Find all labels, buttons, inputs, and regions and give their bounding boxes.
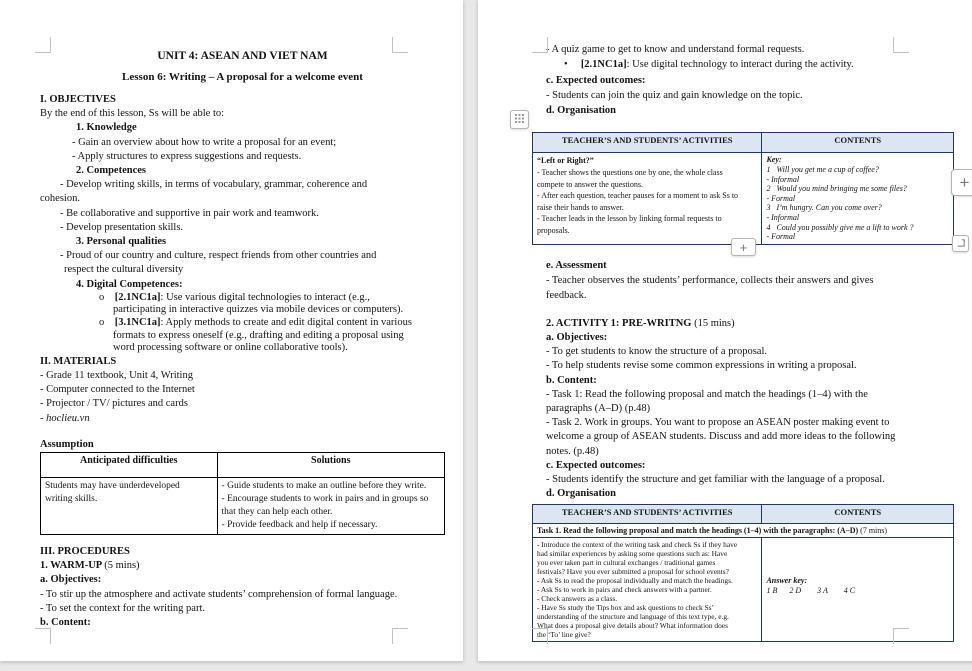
cell-line — [537, 549, 757, 558]
text-run: 2 Would you mind bringing me some files? — [766, 184, 907, 194]
doc-line — [40, 545, 445, 559]
text-run: - Projector / TV/ pictures and cards — [40, 398, 188, 410]
cell-line — [537, 540, 757, 549]
table-cell — [533, 153, 762, 244]
page-1 — [0, 0, 463, 661]
text-run: [3.1NC1a] — [114, 317, 161, 329]
cell-line — [537, 585, 757, 594]
column-header: Solutions — [217, 453, 444, 478]
text-run: • — [564, 59, 581, 71]
insert-plus-icon: + — [739, 239, 748, 255]
text-run: d. Organisation — [546, 105, 617, 117]
text-run: - Apply structures to express suggestions and requests. — [72, 150, 302, 162]
table-row — [41, 478, 445, 535]
doc-line — [546, 430, 972, 444]
cell-line — [537, 213, 757, 225]
table-drag-handle-icon — [514, 111, 525, 129]
doc-line — [40, 342, 445, 355]
text-run: writing skills. — [45, 494, 98, 505]
cell-line — [45, 480, 213, 493]
cell-line — [766, 184, 949, 194]
text-run: feedback. — [546, 290, 587, 302]
doc-line — [546, 57, 972, 72]
text-run: Lesson 6: Writing – A proposal for a welcome event — [122, 71, 363, 83]
doc-line — [546, 88, 972, 103]
cell-line — [537, 621, 757, 630]
doc-line — [546, 73, 972, 88]
text-run: o — [99, 291, 115, 303]
cell-line — [766, 576, 949, 586]
spacer — [546, 118, 547, 132]
crop-mark — [35, 628, 51, 644]
text-run: - Informal — [766, 213, 800, 223]
column-header: Anticipated difficulties — [41, 453, 218, 478]
spacer — [40, 426, 41, 438]
spacer — [40, 535, 41, 545]
doc-line — [546, 487, 972, 501]
cell-line — [537, 167, 757, 179]
table-header-row — [533, 505, 954, 524]
doc-line — [40, 602, 445, 616]
text-run: - Students identify the structure and get familiar with the language of a proposal. — [546, 474, 885, 486]
cell-line — [537, 603, 757, 612]
doc-line — [40, 249, 445, 263]
text-run: - Grade 11 textbook, Unit 4, Writing — [40, 370, 193, 382]
insert-row-button[interactable] — [731, 238, 756, 256]
page-2-content — [478, 0, 972, 642]
text-run: Students may have underdeveloped — [45, 481, 180, 492]
text-run: “Left or Right?” — [537, 156, 594, 166]
doc-line — [546, 331, 972, 345]
table-cell — [533, 538, 762, 642]
spacer — [546, 245, 547, 258]
text-run: - Develop writing skills, in terms of vocabulary, grammar, coherence and — [60, 179, 368, 191]
cell-line — [222, 506, 440, 519]
crop-mark — [532, 37, 548, 53]
cell-line — [766, 194, 949, 204]
table-row — [533, 153, 954, 244]
text-run: - Proud of our country and culture, respect friends from other countries and — [60, 250, 377, 262]
fit-page-button[interactable] — [952, 235, 969, 252]
text-run: a. Objectives: — [40, 574, 102, 586]
spacer — [546, 304, 547, 316]
cell-line — [537, 630, 757, 639]
text-run: (7 mins) — [860, 526, 888, 536]
doc-line — [546, 445, 972, 459]
text-run: - Ask Ss to work in pairs and check answers with a partner. — [537, 585, 712, 595]
doc-line — [40, 164, 445, 178]
text-run: raise their hands to answer. — [537, 202, 624, 212]
doc-line — [40, 278, 445, 292]
cell-line — [766, 213, 949, 223]
cell-line — [766, 586, 949, 596]
text-run: 3. Personal qualities — [76, 236, 167, 248]
text-run: - Develop presentation skills. — [60, 221, 184, 233]
cell-line — [537, 155, 757, 167]
text-run: - Computer connected to the Internet — [40, 384, 195, 396]
cell-line — [222, 480, 440, 493]
cell-line — [45, 493, 213, 506]
text-run: b. Content: — [546, 374, 597, 386]
text-run: - Ask Ss to read the proposal individually and match the headings. — [537, 576, 733, 586]
text-run: the ‘To’ line give? — [537, 630, 591, 640]
doc-table — [532, 132, 954, 244]
side-add-button[interactable] — [951, 169, 972, 196]
doc-line — [40, 292, 445, 305]
doc-line — [546, 103, 972, 118]
text-run: - Teacher leads in the lesson by linking formal requests to — [537, 214, 722, 224]
table-cell — [41, 478, 218, 535]
text-run: cohesion. — [40, 193, 80, 205]
doc-line — [546, 359, 972, 373]
side-plus-icon: + — [959, 172, 970, 192]
text-run: 2. ACTIVITY 1: PRE-WRITNG — [546, 317, 695, 329]
text-run: (5 mins) — [104, 560, 140, 572]
cell-line — [537, 576, 757, 585]
doc-line — [40, 178, 445, 192]
doc-line — [546, 273, 972, 288]
text-run: - A quiz game to get to know and understand formal requests. — [546, 44, 805, 55]
text-run: word processing software or online collaborative tools). — [113, 342, 348, 354]
text-run: - — [40, 412, 47, 424]
crop-mark — [893, 628, 909, 644]
crop-mark — [532, 628, 548, 644]
table-cell — [217, 478, 444, 535]
doc-line — [40, 559, 445, 573]
text-run: e. Assessment — [546, 259, 607, 271]
crop-mark — [893, 37, 909, 53]
doc-line — [546, 402, 972, 416]
text-run: III. PROCEDURES — [40, 546, 130, 558]
text-run: Key: — [766, 155, 782, 165]
column-header: CONTENTS — [762, 505, 954, 524]
doc-line — [40, 207, 445, 221]
crop-mark — [392, 37, 408, 53]
doc-line — [546, 316, 972, 331]
text-run: proposals. — [537, 226, 570, 236]
text-run: - Gain an overview about how to write a proposal for an event; — [72, 136, 337, 148]
column-header: CONTENTS — [762, 133, 954, 153]
table-header-row — [41, 453, 445, 478]
doc-line — [40, 150, 445, 164]
text-run: 1. WARM-UP — [40, 560, 105, 572]
doc-line — [40, 235, 445, 249]
cell-line — [766, 165, 949, 175]
text-run: c. Expected outcomes: — [546, 74, 646, 86]
text-run: : Use various digital technologies to interact (e.g., — [160, 291, 370, 303]
text-run: UNIT 4: ASEAN AND VIET NAM — [157, 50, 328, 62]
doc-line — [40, 263, 445, 277]
table-drag-handle[interactable] — [510, 110, 529, 129]
text-run: : Apply methods to create and edit digital content in various — [160, 317, 412, 329]
doc-line — [546, 345, 972, 359]
text-run: - Teacher observes the students’ performance, collects their answers and gives — [546, 275, 874, 287]
text-run: - Informal — [766, 174, 800, 184]
doc-table — [40, 452, 445, 535]
doc-line — [40, 107, 445, 121]
text-run: participating in interactive quizzes via mobile devices or computers). — [113, 304, 404, 316]
cell-line — [537, 225, 757, 237]
crop-mark — [35, 37, 51, 53]
text-run: that they can help each other. — [221, 507, 333, 518]
text-run: - Task 1: Read the following proposal and match the headings (1–4) with the — [546, 388, 868, 400]
doc-line — [546, 288, 972, 303]
doc-line — [40, 588, 445, 602]
table-row — [533, 538, 954, 642]
doc-line — [546, 258, 972, 273]
text-run: - To help students revise some common expressions in writing a proposal. — [546, 360, 857, 372]
doc-line — [40, 616, 445, 630]
table-cell — [762, 538, 954, 642]
cell-line — [766, 175, 949, 185]
text-run: - Introduce the context of the writing task and check Ss if they have — [537, 540, 738, 550]
text-run: you ever taken part in cultural exchanges / traditional games — [537, 558, 716, 568]
text-run: [2.1NC1a] — [114, 291, 161, 303]
doc-line — [40, 438, 445, 452]
doc-line — [40, 121, 445, 135]
doc-line — [40, 221, 445, 235]
text-run: - After each question, teacher pauses for a moment to ask Ss to — [537, 191, 739, 201]
doc-line — [40, 573, 445, 587]
task-title-cell — [533, 524, 954, 538]
cell-line — [766, 232, 949, 242]
text-run: 4 Could you possibly give me a lift to work ? — [766, 222, 914, 232]
text-run: had similar experiences by asking some questions such as: Have — [537, 549, 728, 559]
doc-line — [40, 70, 445, 85]
doc-line — [546, 416, 972, 430]
text-run: formats to express oneself (e.g., drafting and editing a proposal using — [113, 329, 404, 341]
doc-line — [40, 317, 445, 330]
text-run: welcome a group of ASEAN students. Discuss and add more ideas to the following — [546, 431, 896, 443]
cell-line — [222, 493, 440, 506]
doc-line — [546, 473, 972, 487]
column-header: TEACHER’S AND STUDENTS’ ACTIVITIES — [533, 133, 762, 153]
text-run: Answer key: — [766, 576, 808, 586]
text-run: II. MATERIALS — [40, 355, 117, 367]
text-run: a. Objectives: — [546, 332, 608, 344]
text-run: notes. (p.48) — [546, 445, 599, 457]
text-run: compete to answer the questions. — [537, 179, 643, 189]
cell-line — [222, 519, 440, 532]
text-run: I. OBJECTIVES — [40, 94, 116, 105]
text-run: 3 I’m hungry. Can you come over? — [766, 203, 882, 213]
text-run: - To set the context for the writing part. — [40, 602, 205, 614]
text-run: - Students can join the quiz and gain knowledge on the topic. — [546, 89, 803, 101]
table-span-row — [533, 524, 954, 538]
text-run: - To get students to know the structure of a proposal. — [546, 346, 767, 358]
doc-line — [546, 374, 972, 388]
text-run: Assumption — [40, 438, 94, 450]
text-run: - Guide students to make an outline before they write. — [221, 481, 427, 492]
text-run: - Check answers as a class. — [537, 594, 618, 604]
doc-line — [40, 49, 445, 64]
doc-line — [546, 459, 972, 473]
cell-line — [537, 202, 757, 214]
doc-line — [546, 388, 972, 402]
text-run: 4. Digital Competences: — [76, 278, 183, 290]
text-run: understanding of the structure and language of this text type, e.g. — [537, 612, 729, 622]
cell-line — [766, 155, 949, 165]
text-run: By the end of this lesson, Ss will be able to: — [40, 108, 225, 120]
text-run: 1. Knowledge — [76, 122, 137, 134]
text-run: - Provide feedback and help if necessary. — [221, 520, 378, 531]
cell-line — [537, 179, 757, 191]
crop-mark — [392, 628, 408, 644]
cell-line — [537, 558, 757, 567]
text-run: 1 B 2 D 3 A 4 C — [766, 586, 856, 596]
text-run: - Teacher shows the questions one by one, the whole class — [537, 168, 723, 178]
doc-line — [40, 93, 445, 107]
text-run: d. Organisation — [546, 488, 617, 500]
doc-line — [40, 192, 445, 206]
doc-line — [40, 355, 445, 369]
text-run: - Encourage students to work in pairs and in groups so — [221, 494, 429, 505]
text-run: hoclieu.vn — [46, 412, 90, 424]
fit-corner-icon — [955, 235, 966, 253]
column-header: TEACHER’S AND STUDENTS’ ACTIVITIES — [533, 505, 762, 524]
doc-line — [40, 383, 445, 397]
text-run: : Use digital technology to interact during the activity. — [626, 59, 854, 71]
text-run: - To stir up the atmosphere and activate students’ comprehension of formal language. — [40, 588, 398, 600]
text-run: b. Content: — [40, 617, 91, 629]
doc-table — [532, 504, 954, 642]
cell-line — [537, 567, 757, 576]
text-run: Task 1. Read the following proposal and match the headings (1–4) with the paragraphs: (A–D) — [537, 526, 861, 536]
text-run: What does a proposal give details about? What information does — [537, 621, 728, 631]
doc-line — [40, 136, 445, 150]
page-2 — [478, 0, 972, 661]
text-run: - Formal — [766, 193, 796, 203]
doc-line — [40, 330, 445, 343]
spacer — [40, 85, 41, 93]
cell-line — [766, 203, 949, 213]
cell-line — [766, 223, 949, 233]
text-run: respect the cultural diversity — [64, 264, 184, 276]
text-run: (15 mins) — [694, 317, 735, 329]
text-run: c. Expected outcomes: — [546, 459, 646, 471]
cell-line — [537, 612, 757, 621]
table-header-row — [533, 133, 954, 153]
text-run: [2.1NC1a] — [580, 59, 627, 71]
text-run: 2. Competences — [76, 165, 146, 177]
doc-line — [40, 397, 445, 411]
doc-line — [40, 369, 445, 383]
text-run: - Formal — [766, 232, 796, 242]
text-run: o — [99, 317, 115, 329]
page-1-content — [0, 0, 463, 630]
text-run: - Task 2. Work in groups. You want to propose an ASEAN poster making event to — [546, 417, 890, 429]
text-run: - Have Ss study the Tips box and ask questions to check Ss’ — [537, 603, 714, 613]
cell-line — [537, 594, 757, 603]
text-run: - Be collaborative and supportive in pair work and teamwork. — [60, 207, 319, 219]
doc-line — [40, 304, 445, 317]
doc-line — [40, 412, 445, 426]
text-run: festivals? Have you ever submitted a proposal for school events? — [537, 567, 729, 577]
cell-line — [537, 190, 757, 202]
table-cell — [762, 153, 954, 244]
text-run: 1 Will you get me a cup of coffee? — [766, 165, 879, 175]
text-run: paragraphs (A–D) (p.48) — [546, 403, 651, 415]
